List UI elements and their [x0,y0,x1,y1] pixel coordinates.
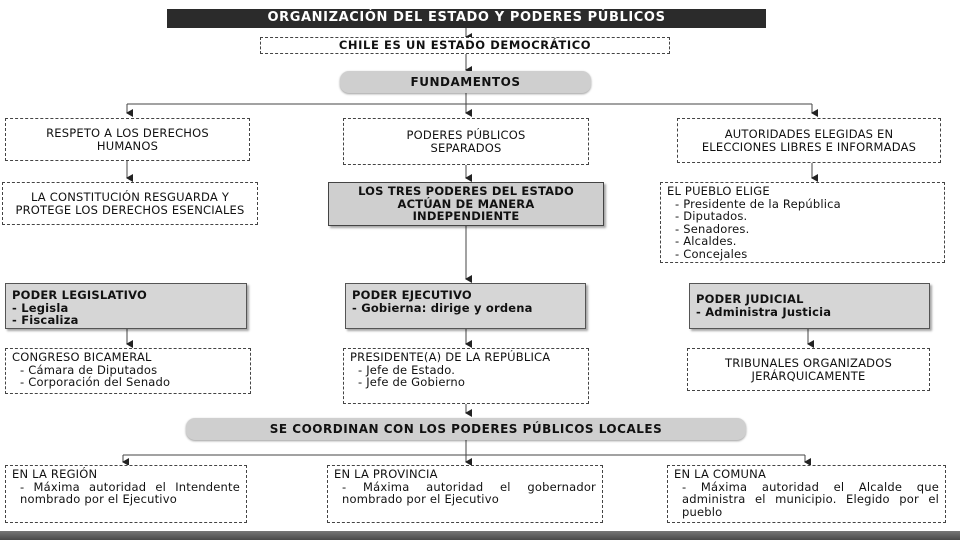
judicial-heading: PODER JUDICIAL [696,292,804,306]
people-elect-item: - Presidente de la República [675,196,841,211]
province-text: - Máxima autoridad el gobernador nombrado por el Ejecutivo [342,479,596,506]
judicial-item: - Administra Justicia [696,304,832,319]
bottom-border-strip [0,531,960,540]
region-box [5,465,247,523]
local-powers-pill: SE COORDINAN CON LOS PODERES PÚBLICOS LOCALES [186,418,746,440]
region-text: - Máxima autoridad el Intendente nombrado por el Ejecutivo [20,479,240,506]
people-elect-heading: EL PUEBLO ELIGE [667,184,770,198]
commune-box [667,465,946,523]
region-heading: EN LA REGIÓN [12,467,98,481]
subtitle-box: CHILE ES UN ESTADO DEMOCRÁTICO [260,37,670,54]
president-heading: PRESIDENTE(A) DE LA REPÚBLICA [350,350,551,364]
pillar-free-elections: AUTORIDADES ELEGIDAS EN ELECCIONES LIBRES E INFORMADAS [677,118,941,163]
people-elect-box [660,182,945,263]
president-box [343,348,589,404]
constitution-box: LA CONSTITUCIÓN RESGUARDA Y PROTEGE LOS DERECHOS ESENCIALES [2,182,258,225]
province-box [327,465,603,523]
congress-heading: CONGRESO BICAMERAL [12,350,152,364]
executive-item: - Gobierna: dirige y ordena [352,300,533,315]
pillar-human-rights: RESPETO A LOS DERECHOS HUMANOS [5,118,250,161]
legislative-item: - Legisla [12,300,69,315]
commune-text: - Máxima autoridad el Alcalde que administra el municipio. Elegido por el pueblo [682,479,939,519]
legislative-heading: PODER LEGISLATIVO [12,288,147,302]
province-heading: EN LA PROVINCIA [334,467,438,481]
courts-box: TRIBUNALES ORGANIZADOS JERÁRQUICAMENTE [687,348,930,391]
diagram-title: ORGANIZACIÓN DEL ESTADO Y PODERES PÚBLICOS [167,9,766,28]
people-elect-item: - Concejales [675,246,748,261]
commune-heading: EN LA COMUNA [674,467,767,481]
congress-box [5,348,251,394]
judicial-power-box [689,283,930,329]
executive-power-box [345,283,586,329]
fundamentos-pill: FUNDAMENTOS [340,71,591,93]
pillar-separate-powers: PODERES PÚBLICOS SEPARADOS [343,118,589,165]
people-elect-item: - Diputados. [675,209,748,223]
people-elect-item: - Alcaldes. [675,234,737,248]
three-powers-box: LOS TRES PODERES DEL ESTADO ACTÚAN DE MANERA INDEPENDIENTE [328,182,604,226]
president-item: - Jefe de Gobierno [358,375,466,389]
legislative-power-box [5,283,247,329]
legislative-item: - Fiscaliza [12,313,79,327]
congress-item: - Cámara de Diputados [20,362,158,377]
executive-heading: PODER EJECUTIVO [352,288,472,302]
president-item: - Jefe de Estado. [358,362,456,377]
people-elect-item: - Senadores. [675,221,750,236]
congress-item: - Corporación del Senado [20,375,171,389]
